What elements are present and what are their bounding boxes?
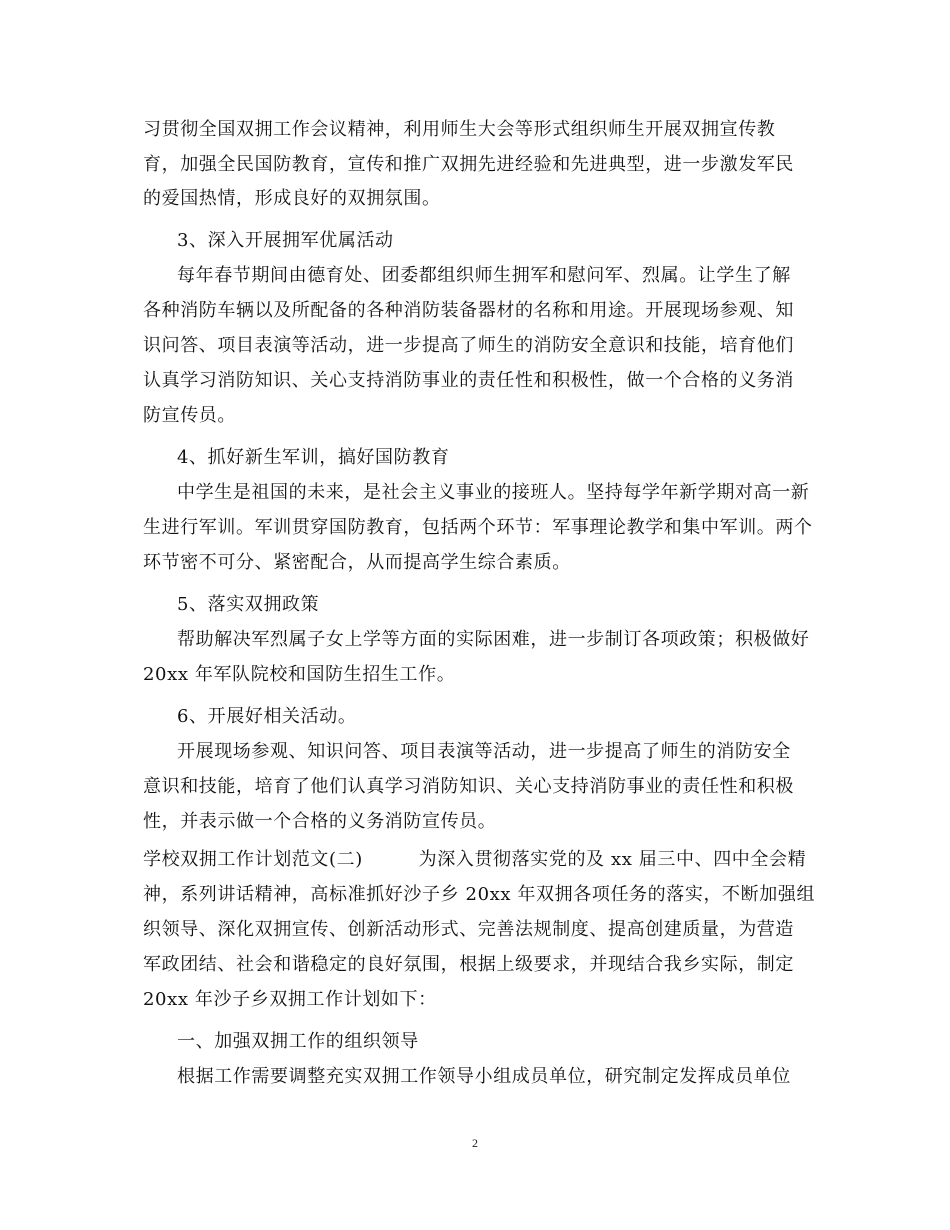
text-line: 育，加强全民国防教育，宣传和推广双拥先进经验和先进典型，进一步激发军民 <box>143 154 794 175</box>
document-subtitle-line: 学校双拥工作计划范文(二) 为深入贯彻落实党的及 xx 届三中、四中全会精 <box>143 849 807 870</box>
text-line: 帮助解决军烈属子女上学等方面的实际困难，进一步制订各项政策；积极做好 <box>177 629 810 650</box>
text-line: 的爱国热情，形成良好的双拥氛围。 <box>143 188 441 209</box>
section-heading: 5、落实双拥政策 <box>177 594 320 615</box>
text-line: 20xx 年军队院校和国防生招生工作。 <box>143 664 456 685</box>
text-line: 20xx 年沙子乡双拥工作计划如下： <box>143 989 437 1010</box>
text-line: 根据工作需要调整充实双拥工作领导小组成员单位，研究制定发挥成员单位 <box>177 1066 791 1087</box>
text-line: 各种消防车辆以及所配备的各种消防装备器材的名称和用途。开展现场参观、知 <box>143 300 794 321</box>
text-line: 性，并表示做一个合格的义务消防宣传员。 <box>143 811 497 832</box>
text-line: 认真学习消防知识、关心支持消防事业的责任性和积极性，做一个合格的义务消 <box>143 370 794 391</box>
text-line: 开展现场参观、知识问答、项目表演等活动，进一步提高了师生的消防安全 <box>177 741 791 762</box>
text-line: 织领导、深化双拥宣传、创新活动形式、完善法规制度、提高创建质量，为营造 <box>143 919 794 940</box>
text-line: 生进行军训。军训贯穿国防教育，包括两个环节：军事理论教学和集中军训。两个 <box>143 517 813 538</box>
text-line: 习贯彻全国双拥工作会议精神，利用师生大会等形式组织师生开展双拥宣传教 <box>143 119 776 140</box>
text-line: 军政团结、社会和谐稳定的良好氛围，根据上级要求，并现结合我乡实际，制定 <box>143 954 794 975</box>
text-line: 环节密不可分、紧密配合，从而提高学生综合素质。 <box>143 552 571 573</box>
text-line: 神，系列讲话精神，高标准抓好沙子乡 20xx 年双拥各项任务的落实，不断加强组 <box>143 884 816 905</box>
section-heading: 3、深入开展拥军优属活动 <box>177 230 394 251</box>
section-heading: 一、加强双拥工作的组织领导 <box>177 1031 419 1052</box>
section-heading: 4、抓好新生军训，搞好国防教育 <box>177 447 450 468</box>
text-line: 每年春节期间由德育处、团委都组织师生拥军和慰问军、烈属。让学生了解 <box>177 265 791 286</box>
text-line: 意识和技能，培育了他们认真学习消防知识、关心支持消防事业的责任性和积极 <box>143 776 794 797</box>
section-heading: 6、开展好相关活动。 <box>177 706 357 727</box>
text-line: 防宣传员。 <box>143 405 236 426</box>
page-number: 2 <box>472 1136 478 1150</box>
text-line: 识问答、项目表演等活动，进一步提高了师生的消防安全意识和技能，培育他们 <box>143 335 794 356</box>
text-line: 中学生是祖国的未来，是社会主义事业的接班人。坚持每学年新学期对高一新 <box>177 482 810 503</box>
